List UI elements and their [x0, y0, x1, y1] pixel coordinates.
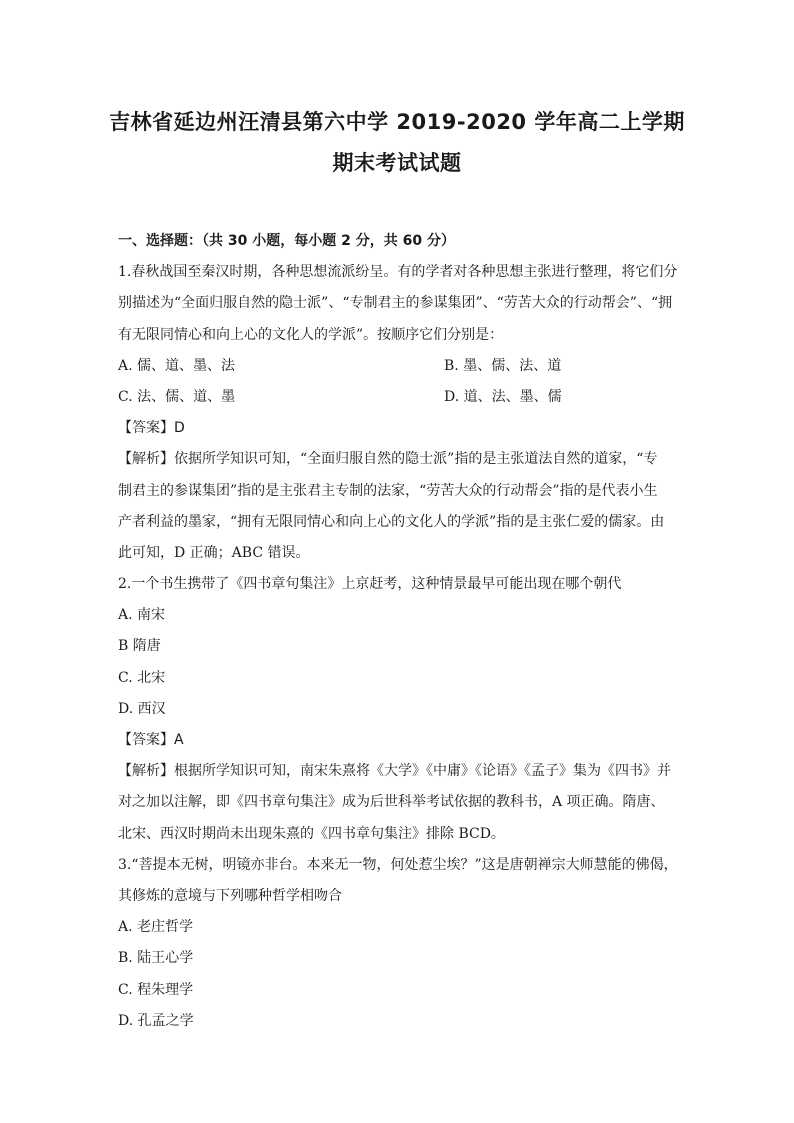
question-3 [118, 850, 678, 1037]
question-1 [118, 257, 678, 569]
question-2-stem: 2.一个书生携带了《四书章句集注》上京赶考，这种情景最早可能出现在哪个朝代 [118, 576, 622, 593]
document-title-line1: 吉林省延边州汪清县第六中学 2019-2020 学年高二上学期 [109, 110, 685, 134]
document-content [118, 226, 678, 1037]
question-2-option-b: B 隋唐 [118, 638, 161, 655]
question-2-analysis-line: 对之加以注解，即《四书章句集注》成为后世科举考试依据的教科书，A 项正确。隋唐、 [118, 794, 665, 811]
question-3-stem-line: 其修炼的意境与下列哪种哲学相吻合 [118, 887, 342, 904]
question-1-analysis-line: 制君主的参谋集团”指的是主张君主专制的法家，“劳苦大众的行动帮会”指的是代表小生 [118, 482, 658, 499]
question-3-option-c: C. 程朱理学 [118, 981, 194, 998]
question-1-option-d: D. 道、法、墨、儒 [444, 388, 562, 405]
question-1-option-b: B. 墨、儒、法、道 [444, 357, 562, 374]
question-2 [118, 569, 678, 850]
question-1-analysis-line: 此可知，D 正确；ABC 错误。 [118, 544, 310, 561]
question-2-option-a: A. 南宋 [118, 607, 166, 624]
question-1-analysis-line: 产者利益的墨家，“拥有无限同情心和向上心的文化人的学派”指的是主张仁爱的儒家。由 [118, 513, 665, 530]
question-1-options-row [118, 382, 678, 413]
section-heading: 一、选择题：（共 30 小题，每小题 2 分，共 60 分） [118, 233, 455, 249]
question-2-analysis-line: 【解析】根据所学知识可知，南宋朱熹将《大学》《中庸》《论语》《孟子》集为《四书》并 [118, 763, 671, 780]
question-1-stem-line: 有无限同情心和向上心的文化人的学派”。按顺序它们分别是： [118, 326, 504, 343]
question-1-stem-line: 别描述为“全面归服自然的隐士派”、“专制君主的参谋集团”、“劳苦大众的行动帮会”、“拥 [118, 295, 673, 312]
question-2-option-d: D. 西汉 [118, 700, 166, 717]
question-3-option-a: A. 老庄哲学 [118, 919, 194, 936]
question-1-option-a: A. 儒、道、墨、法 [118, 357, 236, 374]
question-3-option-d: D. 孔孟之学 [118, 1012, 194, 1029]
question-1-analysis-line: 【解析】依据所学知识可知，“全面归服自然的隐士派”指的是主张道法自然的道家，“专 [118, 451, 658, 468]
question-1-option-c: C. 法、儒、道、墨 [118, 388, 236, 405]
question-1-options-row [118, 351, 678, 382]
question-1-answer: 【答案】D [118, 420, 185, 437]
question-2-option-c: C. 北宋 [118, 669, 166, 686]
document-title-line2: 期末考试试题 [332, 151, 462, 175]
question-3-option-b: B. 陆王心学 [118, 950, 194, 967]
question-2-answer: 【答案】A [118, 732, 184, 748]
question-3-stem-line: 3.“菩提本无树，明镜亦非台。本来无一物，何处惹尘埃？”这是唐朝禅宗大师慧能的佛偈， [118, 856, 678, 873]
question-2-analysis-line: 北宋、西汉时期尚未出现朱熹的《四书章句集注》排除 BCD。 [118, 825, 505, 842]
question-1-stem-line: 1.春秋战国至秦汉时期，各种思想流派纷呈。有的学者对各种思想主张进行整理，将它们分 [118, 264, 678, 281]
